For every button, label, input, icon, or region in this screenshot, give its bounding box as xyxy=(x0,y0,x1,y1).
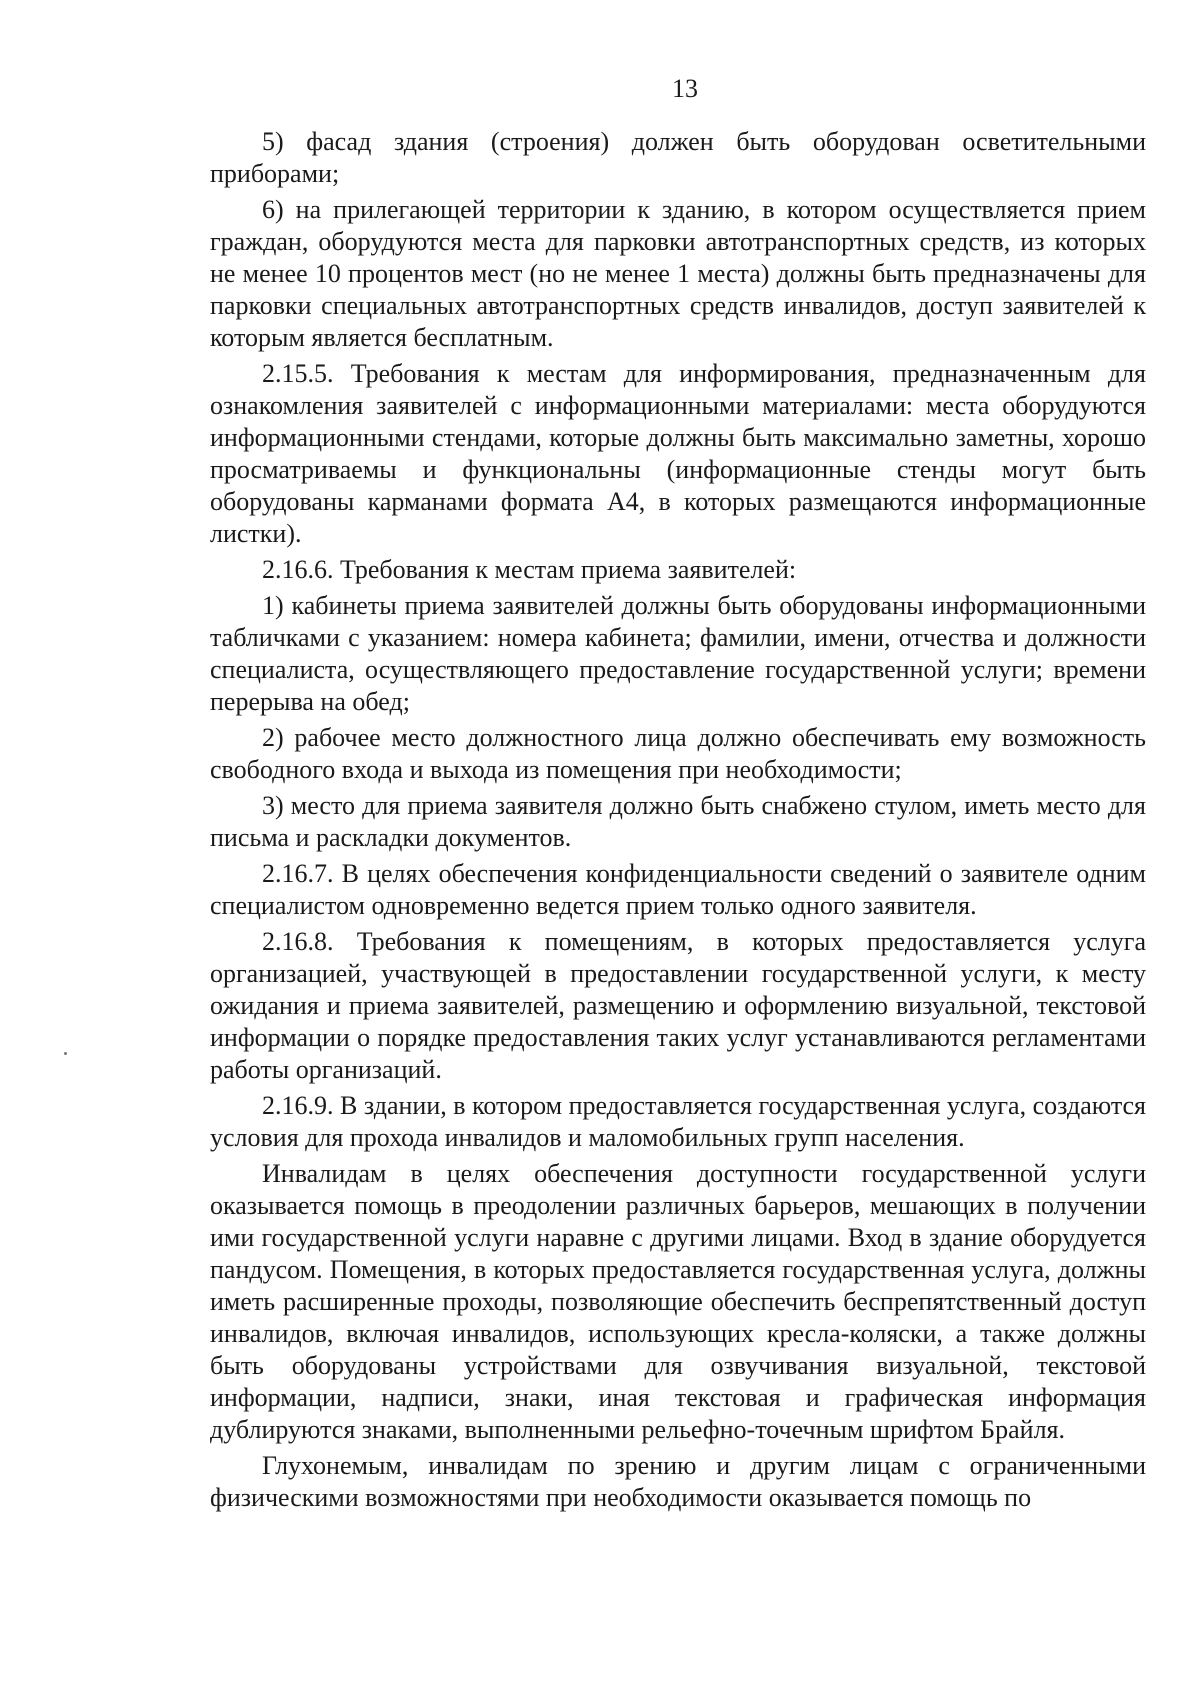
document-body xyxy=(210,126,1146,1518)
paragraph-2-16-8: 2.16.8. Требования к помещениям, в которых предоставляется услуга организацией, участвующей в предоставлении государственной услуги, к месту ожидания и приема заявителей, размещению и оформлению визуальной, текстовой информации о порядке предоставления таких услуг устанавливаются регламентами работы организаций. xyxy=(210,927,1146,1084)
scan-speck xyxy=(64,1052,67,1055)
paragraph-sub-item-2: 2) рабочее место должностного лица должно обеспечивать ему возможность свободного входа и выхода из помещения при необходимости; xyxy=(210,723,1146,784)
paragraph-sub-item-3: 3) место для приема заявителя должно быть снабжено стулом, иметь место для письма и раскладки документов. xyxy=(210,791,1146,852)
paragraph-2-16-7: 2.16.7. В целях обеспечения конфиденциальности сведений о заявителе одним специалистом одновременно ведется прием только одного заявителя. xyxy=(210,859,1146,920)
paragraph-accessibility: Инвалидам в целях обеспечения доступности государственной услуги оказывается помощь в преодолении различных барьеров, мешающих в получении ими государственной услуги наравне с другими лицами. Вход в здание оборудуется пандусом. Помещения, в которых предоставляется государственная услуга, должны иметь расширенные проходы, позволяющие обеспечить беспрепятственный доступ инвалидов, включая инвалидов, использующих кресла-коляски, а также должны быть оборудованы устройствами для озвучивания визуальной, текстовой информации, надписи, знаки, иная текстовая и графическая информация дублируются знаками, выполненными рельефно-точечным шрифтом Брайля. xyxy=(210,1159,1146,1444)
paragraph-assistance: Глухонемым, инвалидам по зрению и другим лицам с ограниченными физическими возможностями при необходимости оказывается помощь по xyxy=(210,1451,1146,1512)
paragraph-2-16-6: 2.16.6. Требования к местам приема заявителей: xyxy=(262,555,797,584)
paragraph-2-15-5: 2.15.5. Требования к местам для информирования, предназначенным для ознакомления заявителей с информационными материалами: места оборудуются информационными стендами, которые должны быть максимально заметны, хорошо просматриваемы и функциональны (информационные стенды могут быть оборудованы карманами формата А4, в которых размещаются информационные листки). xyxy=(210,359,1146,548)
page-number: 13 xyxy=(672,74,698,103)
paragraph-item-6: 6) на прилегающей территории к зданию, в котором осуществляется прием граждан, оборудуются места для парковки автотранспортных средств, из которых не менее 10 процентов мест (но не менее 1 места) должны быть предназначены для парковки специальных автотранспортных средств инвалидов, доступ заявителей к которым является бесплатным. xyxy=(210,195,1146,352)
paragraph-sub-item-1: 1) кабинеты приема заявителей должны быть оборудованы информационными табличками с указанием: номера кабинета; фамилии, имени, отчества и должности специалиста, осуществляющего предоставление государственной услуги; времени перерыва на обед; xyxy=(210,591,1146,716)
paragraph-item-5: 5) фасад здания (строения) должен быть оборудован осветительными приборами; xyxy=(210,127,1146,188)
paragraph-2-16-9: 2.16.9. В здании, в котором предоставляется государственная услуга, создаются условия для прохода инвалидов и маломобильных групп населения. xyxy=(210,1091,1146,1152)
